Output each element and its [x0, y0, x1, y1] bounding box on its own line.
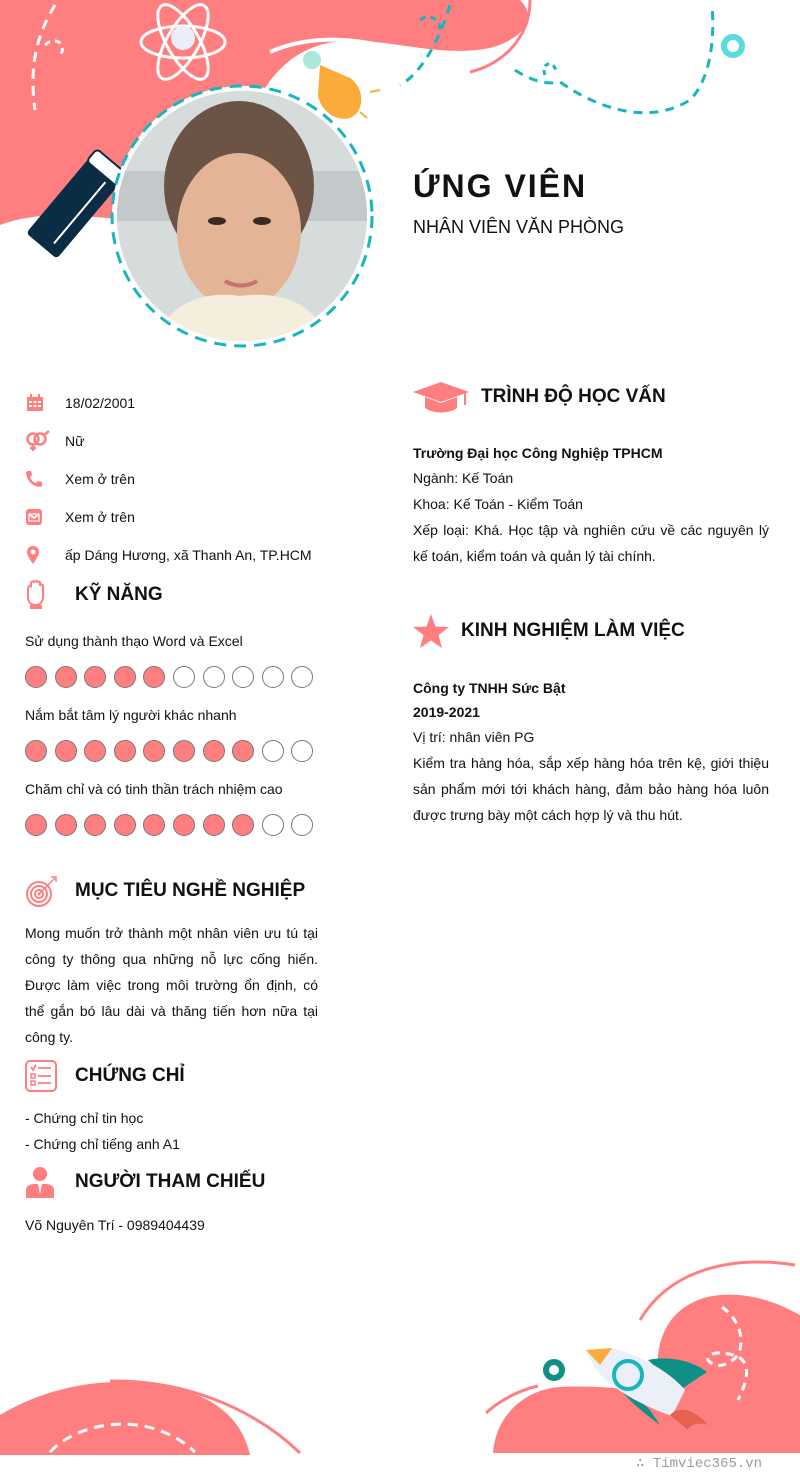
rating-dot-empty	[262, 814, 284, 836]
rating-dot-filled	[55, 740, 77, 762]
job-title: NHÂN VIÊN VĂN PHÒNG	[413, 217, 625, 237]
rating-dot-filled	[143, 814, 165, 836]
certificate-item: - Chứng chỉ tiếng anh A1	[25, 1136, 180, 1152]
rating-dot-filled	[114, 740, 136, 762]
skill-label: Sử dụng thành thạo Word và Excel	[25, 633, 243, 649]
career-goal-text: Mong muốn trở thành một nhân viên ưu tú tại công ty thông qua những nỗ lực cống hiến. Được làm việc trong môi trường ổn định, có thể gắn bó lâu dài và thăng tiến hơn nữa tại công ty.	[25, 925, 318, 1045]
certificates-heading	[25, 1060, 185, 1092]
rating-dot-filled	[232, 814, 254, 836]
gender-value: Nữ	[65, 433, 85, 449]
watermark: ∴ Timviec365.vn	[636, 1456, 763, 1472]
target-icon	[25, 874, 75, 908]
email-value: Xem ở trên	[65, 509, 135, 525]
address-value: ấp Dáng Hương, xã Thanh An, TP.HCM	[65, 547, 312, 563]
avatar-photo	[117, 91, 367, 341]
rating-dot-filled	[25, 666, 47, 688]
references-heading	[25, 1166, 265, 1198]
major: Ngành: Kế Toán	[413, 470, 514, 486]
position: Vị trí: nhân viên PG	[413, 729, 535, 745]
faculty: Khoa: Kế Toán - Kiểm Toán	[413, 496, 583, 512]
education-description: Xếp loại: Khá. Học tập và nghiên cứu về các nguyên lý kế toán, kiểm toán và quản lý tài chính.	[413, 522, 769, 564]
education-heading	[413, 380, 666, 414]
calendar-icon	[25, 391, 65, 415]
rating-dot-empty	[291, 740, 313, 762]
birthdate-value: 18/02/2001	[65, 395, 136, 411]
info-birthdate	[25, 384, 345, 422]
phone-icon	[25, 467, 65, 491]
certificates-title: CHỨNG CHỈ	[75, 1065, 185, 1086]
certificate-item: - Chứng chỉ tin học	[25, 1110, 144, 1126]
rating-dot-filled	[84, 814, 106, 836]
rating-dot-filled	[173, 814, 195, 836]
skill-label: Chăm chỉ và có tinh thần trách nhiệm cao	[25, 781, 283, 797]
rating-dot-filled	[232, 740, 254, 762]
location-icon	[25, 543, 65, 567]
career-goal-title: MỤC TIÊU NGHỀ NGHIỆP	[75, 880, 306, 901]
graduation-cap-icon	[413, 380, 481, 414]
school-name: Trường Đại học Công Nghiệp TPHCM	[413, 445, 663, 461]
skill-label: Nắm bắt tâm lý người khác nhanh	[25, 707, 237, 723]
info-phone	[25, 460, 345, 498]
rating-dot-filled	[114, 666, 136, 688]
experience-title: KINH NGHIỆM LÀM VIỆC	[461, 620, 685, 641]
rating-dot-empty	[173, 666, 195, 688]
rating-dot-filled	[143, 740, 165, 762]
footer-decoration	[0, 1240, 800, 1479]
rating-dot-empty	[262, 666, 284, 688]
rating-dot-filled	[25, 740, 47, 762]
skill-rating	[25, 666, 325, 690]
skills-heading	[25, 580, 163, 610]
hand-icon	[25, 580, 75, 610]
star-icon	[413, 614, 461, 648]
experience-description: Kiểm tra hàng hóa, sắp xếp hàng hóa trên kệ, giới thiệu sản phẩm mới tới khách hàng, đảm bảo hàng hóa luôn được trưng bày một cách hợp lý và thu hút.	[413, 755, 769, 823]
skill-rating	[25, 814, 325, 838]
info-gender	[25, 422, 345, 460]
info-email	[25, 498, 345, 536]
skills-list	[25, 630, 325, 852]
rating-dot-filled	[203, 740, 225, 762]
work-period: 2019-2021	[413, 704, 480, 720]
personal-info	[25, 384, 345, 574]
education-entry	[413, 441, 769, 569]
rating-dot-filled	[143, 666, 165, 688]
checklist-icon	[25, 1060, 75, 1092]
experience-entry	[413, 676, 769, 828]
candidate-name: ỨNG VIÊN	[413, 168, 588, 204]
phone-value: Xem ở trên	[65, 471, 135, 487]
skills-title: KỸ NĂNG	[75, 584, 163, 605]
email-icon	[25, 505, 65, 529]
career-goal-heading	[25, 874, 305, 908]
rating-dot-filled	[55, 814, 77, 836]
rating-dot-empty	[232, 666, 254, 688]
certificates-list	[25, 1105, 325, 1157]
info-address	[25, 536, 345, 574]
skill-rating	[25, 740, 325, 764]
rating-dot-filled	[173, 740, 195, 762]
rating-dot-filled	[114, 814, 136, 836]
avatar-frame	[108, 82, 376, 350]
references-title: NGƯỜI THAM CHIẾU	[75, 1171, 266, 1192]
rating-dot-empty	[291, 666, 313, 688]
rating-dot-empty	[262, 740, 284, 762]
experience-heading	[413, 614, 685, 648]
rating-dot-filled	[203, 814, 225, 836]
reference-text: Võ Nguyên Trí - 0989404439	[25, 1217, 205, 1233]
rating-dot-empty	[291, 814, 313, 836]
rating-dot-filled	[25, 814, 47, 836]
rating-dot-empty	[203, 666, 225, 688]
rating-dot-filled	[84, 740, 106, 762]
company-name: Công ty TNHH Sức Bật	[413, 680, 566, 696]
education-title: TRÌNH ĐỘ HỌC VẤN	[481, 386, 666, 407]
rating-dot-filled	[84, 666, 106, 688]
gender-icon	[25, 429, 65, 453]
person-icon	[25, 1166, 75, 1198]
rating-dot-filled	[55, 666, 77, 688]
